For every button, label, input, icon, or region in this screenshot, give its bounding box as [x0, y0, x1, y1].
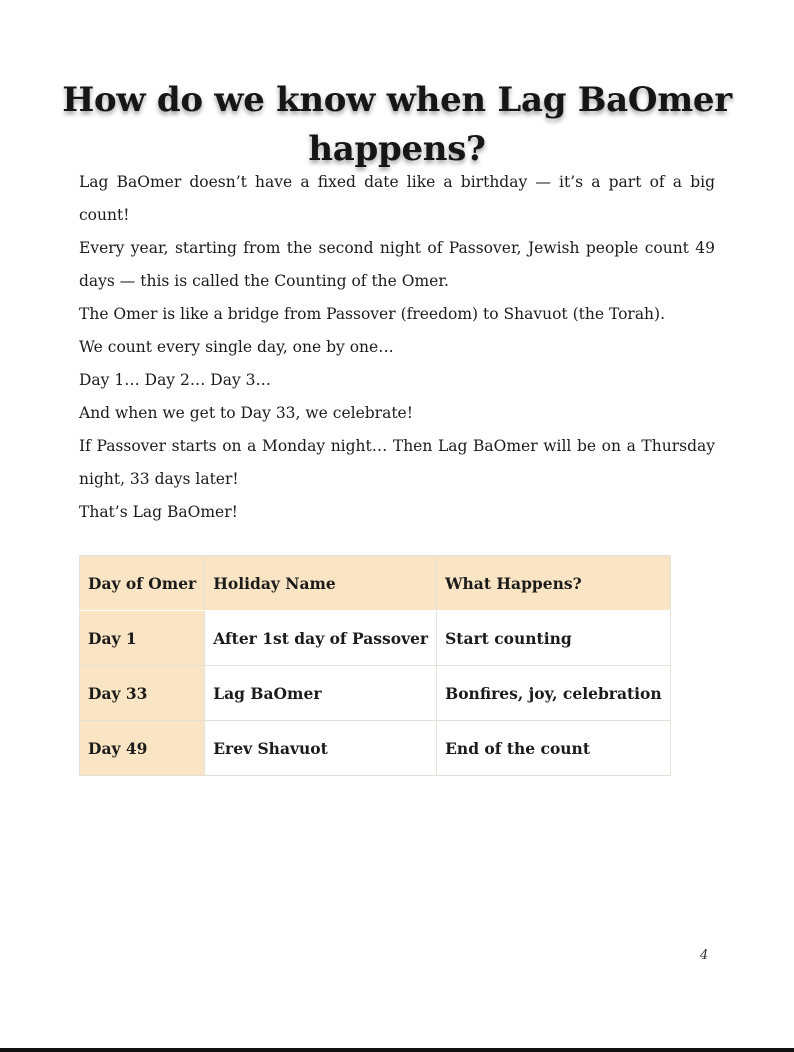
paragraph: That’s Lag BaOmer!	[79, 503, 238, 521]
body-text	[79, 166, 715, 529]
paragraph: We count every single day, one by one…	[79, 338, 394, 356]
table-cell: End of the count	[437, 721, 671, 776]
table-header-row	[80, 556, 671, 611]
table-row	[80, 721, 671, 776]
table-header-cell: Holiday Name	[205, 556, 437, 611]
paragraph: Lag BaOmer doesn’t have a fixed date like a birthday — it’s a part of a big count!	[79, 173, 715, 224]
table-header-cell: What Happens?	[437, 556, 671, 611]
bottom-divider	[0, 1048, 794, 1052]
page-number: 4	[700, 948, 709, 963]
page-title: How do we know when Lag BaOmer happens?	[62, 80, 732, 169]
table-cell: Day 1	[80, 611, 205, 666]
table-row	[80, 666, 671, 721]
table-cell: After 1st day of Passover	[205, 611, 437, 666]
table-cell: Start counting	[437, 611, 671, 666]
paragraph: Day 1… Day 2… Day 3…	[79, 371, 271, 389]
table-row	[80, 611, 671, 666]
table-cell: Bonfires, joy, celebration	[437, 666, 671, 721]
paragraph: If Passover starts on a Monday night… Then Lag BaOmer will be on a Thursday night, 33 days later!	[79, 437, 715, 488]
table-header-cell: Day of Omer	[80, 556, 205, 611]
paragraph: And when we get to Day 33, we celebrate!	[79, 404, 413, 422]
table-cell: Day 49	[80, 721, 205, 776]
table-cell: Day 33	[80, 666, 205, 721]
omer-table	[79, 555, 671, 776]
table-cell: Lag BaOmer	[205, 666, 437, 721]
table-cell: Erev Shavuot	[205, 721, 437, 776]
paragraph: Every year, starting from the second night of Passover, Jewish people count 49 days — this is called the Counting of the Omer.	[79, 239, 715, 290]
paragraph: The Omer is like a bridge from Passover (freedom) to Shavuot (the Torah).	[79, 305, 666, 323]
